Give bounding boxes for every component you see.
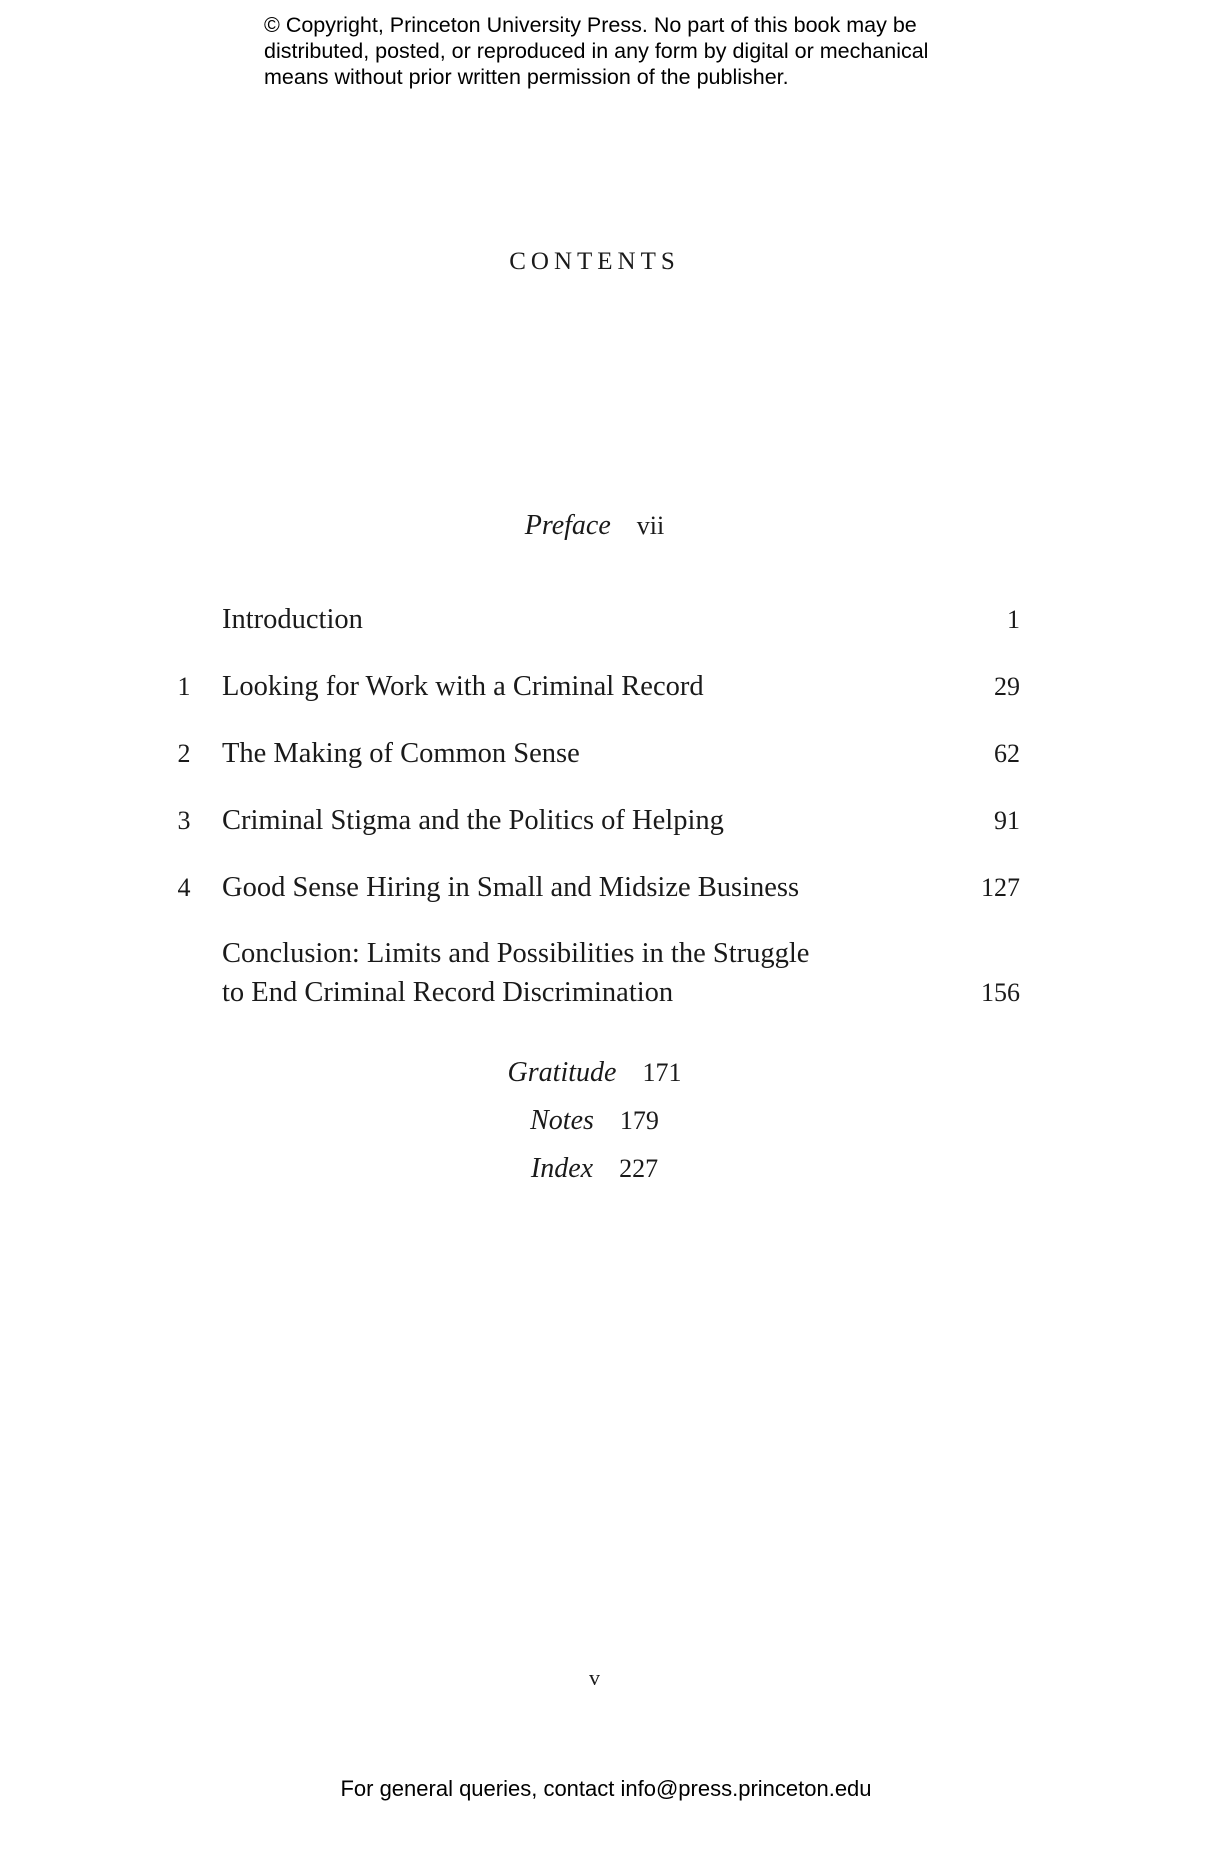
chapter-page: 62	[994, 739, 1020, 768]
footer-contact: For general queries, contact info@press.princeton.edu	[340, 1776, 872, 1801]
chapter-page: 156	[981, 978, 1020, 1007]
toc-entry-title: Preface	[524, 510, 611, 541]
chapter-page: 1	[1007, 605, 1020, 634]
toc-entry-gratitude	[0, 1057, 1189, 1089]
toc-entry-page: 227	[619, 1154, 659, 1183]
copyright-line: © Copyright, Princeton University Press. No part of this book may be	[264, 13, 917, 37]
chapter-number: 2	[177, 739, 191, 768]
chapter-number: 1	[177, 672, 191, 701]
chapter-number: 4	[177, 873, 191, 902]
chapter-title: Introduction	[222, 604, 363, 635]
toc-entry-preface	[0, 510, 1189, 542]
toc-entry-title: Notes	[530, 1105, 594, 1136]
copyright-line: distributed, posted, or reproduced in any form by digital or mechanical	[264, 39, 929, 63]
contents-heading: CONTENTS	[509, 248, 680, 275]
toc-entry-page: 179	[619, 1106, 659, 1135]
chapter-title: Good Sense Hiring in Small and Midsize Business	[222, 872, 800, 903]
page-folio: v	[589, 1665, 600, 1690]
chapter-page: 127	[981, 873, 1020, 902]
toc-entry-title: Gratitude	[507, 1057, 617, 1088]
toc-entry-index	[0, 1153, 1189, 1185]
toc-entry-page: vii	[636, 511, 665, 540]
chapter-title: Looking for Work with a Criminal Record	[222, 671, 704, 702]
toc-entry-title: Index	[530, 1153, 594, 1184]
chapter-number: 3	[177, 806, 191, 835]
chapter-title-continued: to End Criminal Record Discrimination	[222, 977, 674, 1008]
chapter-title: Conclusion: Limits and Possibilities in the Struggle	[222, 938, 810, 969]
chapter-title: The Making of Common Sense	[222, 738, 580, 769]
chapter-page: 29	[994, 672, 1020, 701]
chapter-page: 91	[994, 806, 1020, 835]
toc-entry-page: 171	[642, 1058, 682, 1087]
toc-entry-notes	[0, 1105, 1189, 1137]
chapter-title: Criminal Stigma and the Politics of Helping	[222, 805, 724, 836]
copyright-line: means without prior written permission of the publisher.	[264, 65, 789, 89]
copyright-notice	[264, 12, 984, 90]
